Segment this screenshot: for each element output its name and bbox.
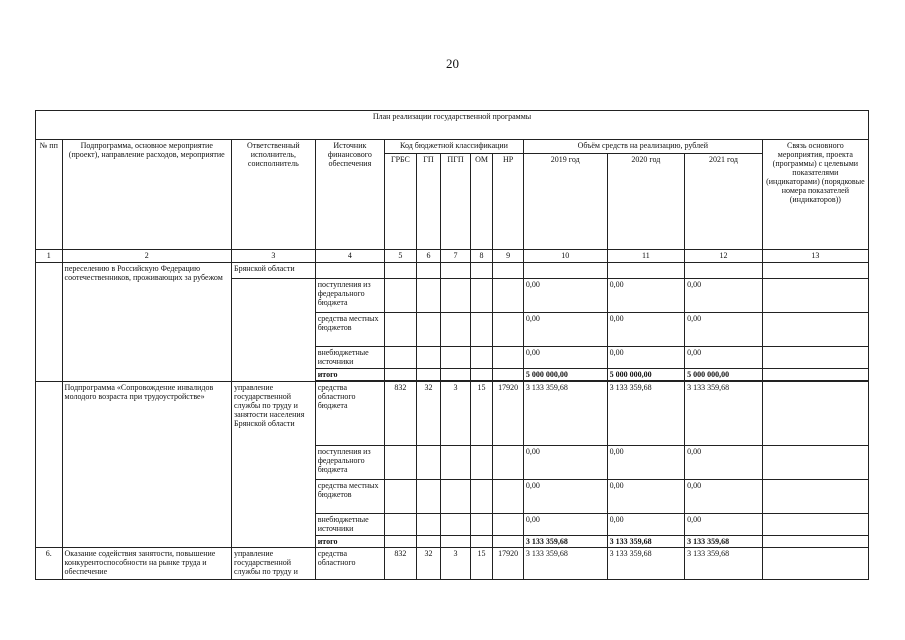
value-2019: 3 133 359,68	[523, 548, 607, 580]
code-gp: 32	[416, 382, 440, 446]
row-source: поступления из федерального бюджета	[315, 279, 384, 313]
row-source: средства местных бюджетов	[315, 480, 384, 514]
header-grbs: ГРБС	[385, 154, 417, 250]
value-2020: 3 133 359,68	[607, 536, 685, 548]
header-link: Связь основного мероприятия, проекта (программы) с целевыми показателями (индикаторами) (порядковые номера показателей (индикаторов))	[762, 140, 868, 250]
code-nr: 17920	[493, 382, 524, 446]
header-volume: Объём средств на реализацию, рублей	[523, 140, 762, 154]
row-source: средства областного	[315, 548, 384, 580]
row-source: итого	[315, 536, 384, 548]
table-row	[36, 382, 869, 446]
column-number: 11	[607, 250, 685, 263]
column-number: 3	[231, 250, 315, 263]
column-number: 4	[315, 250, 384, 263]
code-pgp: 3	[441, 548, 471, 580]
value-2021: 0,00	[685, 279, 763, 313]
value-2021: 3 133 359,68	[685, 536, 763, 548]
column-number: 8	[470, 250, 492, 263]
header-2021: 2021 год	[685, 154, 763, 250]
value-2019: 3 133 359,68	[523, 382, 607, 446]
row-source: средства областного бюджета	[315, 382, 384, 446]
code-om: 15	[470, 548, 492, 580]
value-2020: 0,00	[607, 514, 685, 536]
row-source: итого	[315, 369, 384, 381]
header-num: № пп	[36, 140, 63, 250]
row-source: поступления из федерального бюджета	[315, 446, 384, 480]
column-number: 10	[523, 250, 607, 263]
code-grbs: 832	[385, 382, 417, 446]
value-2020: 3 133 359,68	[607, 548, 685, 580]
value-2019: 3 133 359,68	[523, 536, 607, 548]
value-2019: 0,00	[523, 514, 607, 536]
value-2020: 0,00	[607, 480, 685, 514]
row-source: внебюджетные источники	[315, 514, 384, 536]
row-executor: управление государственной службы по труду и	[231, 548, 315, 580]
value-2021: 3 133 359,68	[685, 382, 763, 446]
value-2020: 0,00	[607, 347, 685, 369]
plan-table	[35, 110, 869, 580]
value-2019: 5 000 000,00	[523, 369, 607, 381]
header-nr: НР	[493, 154, 524, 250]
header-2019: 2019 год	[523, 154, 607, 250]
page-number: 20	[446, 56, 459, 71]
code-grbs: 832	[385, 548, 417, 580]
column-number: 2	[62, 250, 231, 263]
code-om: 15	[470, 382, 492, 446]
column-number: 6	[416, 250, 440, 263]
column-number-row	[36, 250, 869, 263]
row-source: внебюджетные источники	[315, 347, 384, 369]
value-2020: 3 133 359,68	[607, 382, 685, 446]
value-2021: 0,00	[685, 313, 763, 347]
column-number: 12	[685, 250, 763, 263]
column-number: 9	[493, 250, 524, 263]
header-gp: ГП	[416, 154, 440, 250]
value-2021: 3 133 359,68	[685, 548, 763, 580]
value-2020: 0,00	[607, 279, 685, 313]
table-title: План реализации государственной программы	[36, 111, 869, 140]
row-executor: Брянской области	[231, 263, 315, 279]
row-executor: управление государственной службы по труду и занятости населения Брянской области	[231, 382, 315, 548]
header-executor: Ответственный исполнитель, соисполнитель	[231, 140, 315, 250]
column-number: 5	[385, 250, 417, 263]
header-pgp: ПГП	[441, 154, 471, 250]
value-2021: 0,00	[685, 480, 763, 514]
column-number: 1	[36, 250, 63, 263]
header-budget-code: Код бюджетной классификации	[385, 140, 524, 154]
header-source: Источник финансового обеспечения	[315, 140, 384, 250]
row-description: переселению в Российскую Федерацию соотечественников, проживающих за рубежом	[62, 263, 231, 382]
table-row	[36, 548, 869, 580]
value-2020: 0,00	[607, 446, 685, 480]
row-number: 6.	[36, 548, 63, 580]
value-2019: 0,00	[523, 347, 607, 369]
value-2019: 0,00	[523, 446, 607, 480]
header-om: ОМ	[470, 154, 492, 250]
value-2021: 5 000 000,00	[685, 369, 763, 381]
value-2020: 0,00	[607, 313, 685, 347]
column-number: 13	[762, 250, 868, 263]
header-subprogram: Подпрограмма, основное мероприятие (проект), направление расходов, мероприятие	[62, 140, 231, 250]
value-2021: 0,00	[685, 446, 763, 480]
value-2021: 0,00	[685, 347, 763, 369]
value-2019: 0,00	[523, 480, 607, 514]
value-2019: 0,00	[523, 279, 607, 313]
value-2019: 0,00	[523, 313, 607, 347]
code-pgp: 3	[441, 382, 471, 446]
value-2020: 5 000 000,00	[607, 369, 685, 381]
row-description: Оказание содействия занятости, повышение конкурентоспособности на рынке труда и обеспечение	[62, 548, 231, 580]
header-2020: 2020 год	[607, 154, 685, 250]
value-2021: 0,00	[685, 514, 763, 536]
column-number: 7	[441, 250, 471, 263]
table-row	[36, 263, 869, 279]
row-source: средства местных бюджетов	[315, 313, 384, 347]
code-nr: 17920	[493, 548, 524, 580]
row-description: Подпрограмма «Сопровождение инвалидов молодого возраста при трудоустройстве»	[62, 382, 231, 548]
code-gp: 32	[416, 548, 440, 580]
